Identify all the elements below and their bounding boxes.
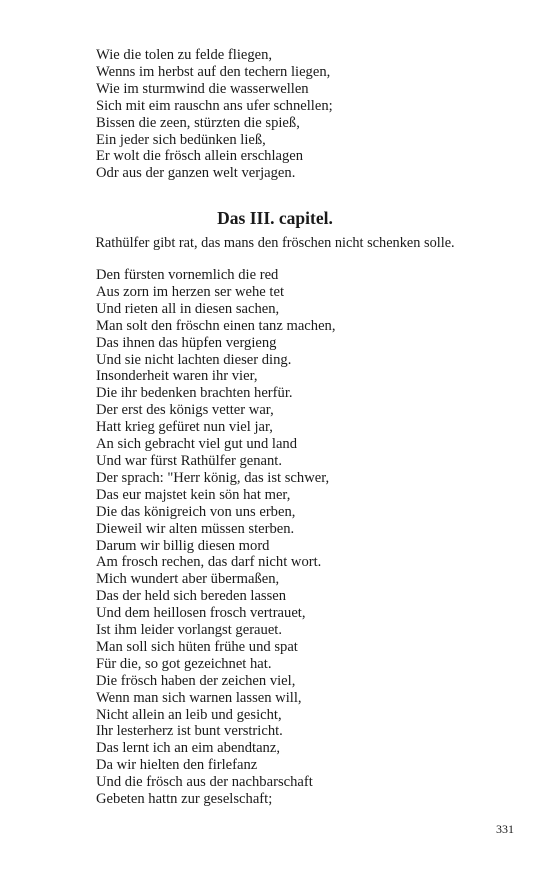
verse-line: Ist ihm leider vorlangst gerauet. — [96, 622, 283, 639]
verse-line: An sich gebracht viel gut und land — [96, 436, 298, 453]
verse-line: Insonderheit waren ihr vier, — [96, 368, 258, 385]
verse-line: Den fürsten vornemlich die red — [96, 267, 279, 283]
verse-line: Sich mit eim rauschn ans ufer schnellen; — [96, 97, 333, 114]
verse-line: Das lernt ich an eim abendtanz, — [96, 740, 280, 757]
verse-line: Mich wundert aber übermaßen, — [96, 571, 280, 588]
verse-line: Die das königreich von uns erben, — [96, 503, 296, 520]
verse-line: Der sprach: "Herr könig, das ist schwer, — [96, 469, 330, 486]
verse-line: Dieweil wir alten müssen sterben. — [96, 520, 295, 537]
verse-line: Bissen die zeen, stürzten die spieß, — [96, 114, 300, 131]
verse-line: Gebeten hattn zur geselschaft; — [96, 791, 273, 808]
verse-stanza-opening — [96, 47, 516, 182]
verse-line: Die ihr bedenken brachten herfür. — [96, 385, 293, 402]
verse-line: Und die frösch aus der nachbarschaft — [96, 774, 313, 791]
chapter-title: Das III. capitel. — [217, 208, 333, 228]
verse-line: Das der held sich bereden lassen — [96, 588, 287, 605]
verse-line: Ein jeder sich bedünken ließ, — [96, 131, 266, 148]
verse-line: Man solt den fröschn einen tanz machen, — [96, 317, 336, 334]
verse-line: Und war fürst Rathülfer genant. — [96, 452, 283, 469]
page-number: 331 — [496, 822, 514, 836]
verse-line: Und sie nicht lachten dieser ding. — [96, 351, 292, 368]
verse-line: Wie im sturmwind die wasserwellen — [96, 80, 309, 97]
verse-line: Wenn man sich warnen lassen will, — [96, 689, 302, 706]
verse-line: Darum wir billig diesen mord — [96, 537, 270, 554]
verse-line: Man soll sich hüten frühe und spat — [96, 638, 298, 655]
verse-line: Er wolt die frösch allein erschlagen — [96, 148, 304, 165]
verse-line: Am frosch rechen, das darf nicht wort. — [96, 554, 322, 571]
verse-line: Da wir hielten den firlefanz — [96, 757, 258, 774]
verse-line: Der erst des königs vetter war, — [96, 402, 274, 419]
verse-line: Aus zorn im herzen ser wehe tet — [96, 283, 285, 300]
verse-line: Das ihnen das hüpfen vergieng — [96, 334, 277, 351]
verse-line: Nicht allein an leib und gesicht, — [96, 706, 282, 723]
verse-line: Ihr lesterherz ist bunt verstricht. — [96, 723, 283, 740]
verse-line: Für die, so got gezeichnet hat. — [96, 655, 272, 672]
verse-line: Wie die tolen zu felde fliegen, — [96, 47, 273, 63]
chapter-summary: Rathülfer gibt rat, das mans den fröschen nicht schenken solle. — [95, 235, 455, 251]
verse-line: Und dem heillosen frosch vertrauet, — [96, 605, 306, 622]
verse-line: Odr aus der ganzen welt verjagen. — [96, 165, 296, 182]
verse-stanza-chapter — [96, 267, 516, 808]
verse-line: Die frösch haben der zeichen viel, — [96, 672, 296, 689]
verse-line: Wenns im herbst auf den techern liegen, — [96, 63, 331, 80]
verse-line: Das eur majstet kein sön hat mer, — [96, 486, 291, 503]
verse-line: Und rieten all in diesen sachen, — [96, 300, 280, 317]
verse-line: Hatt krieg gefüret nun viel jar, — [96, 419, 273, 436]
